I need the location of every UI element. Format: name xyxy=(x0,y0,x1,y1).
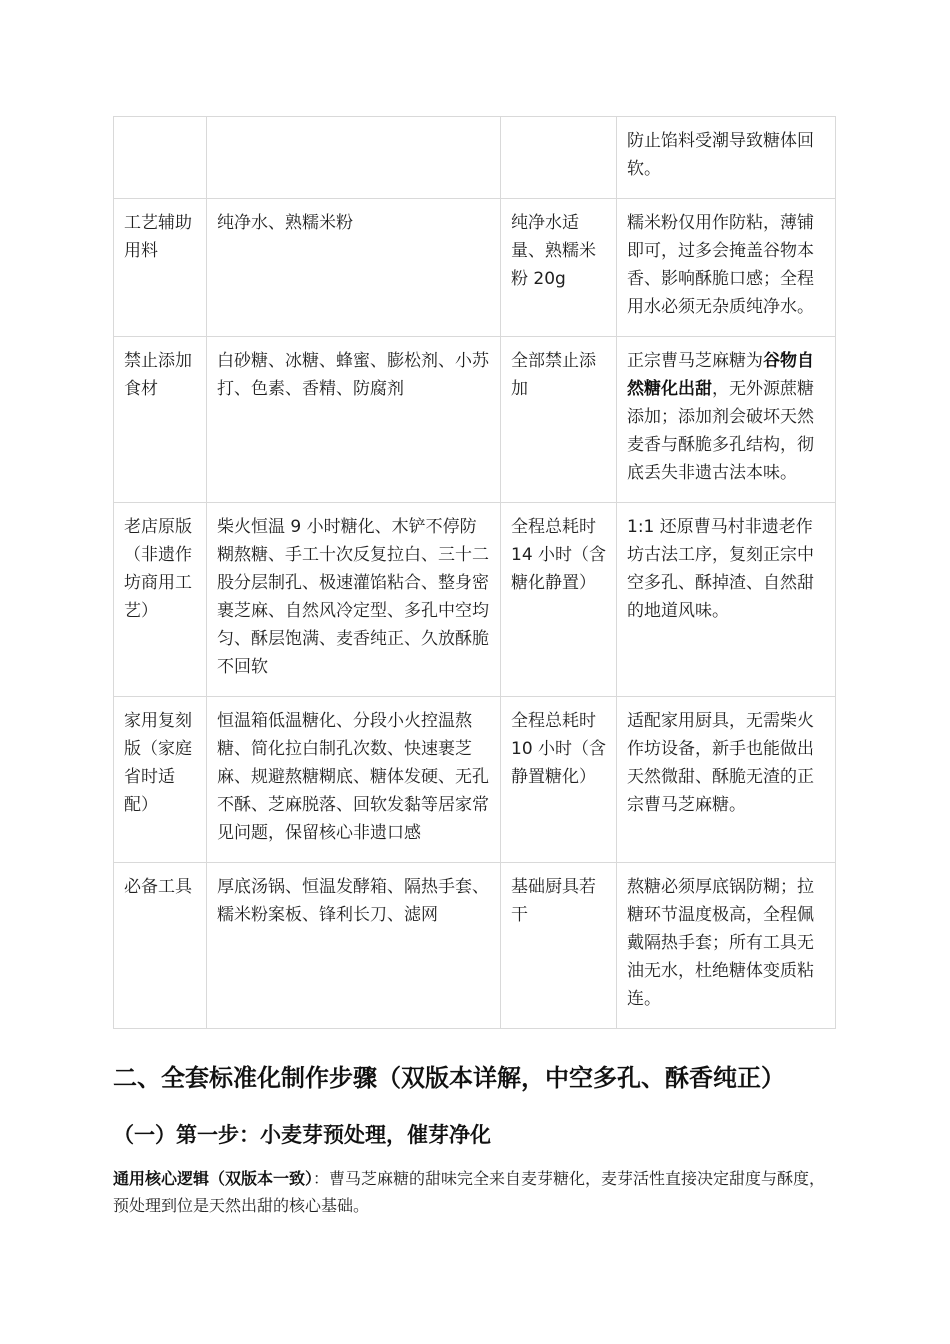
table-cell-detail: 恒温箱低温糖化、分段小火控温熬糖、简化拉白制孔次数、快速裹芝麻、规避熬糖糊底、糖体发硬、无孔不酥、芝麻脱落、回软发黏等居家常见问题，保留核心非遗口感 xyxy=(207,697,501,863)
table-cell-item: 禁止添加食材 xyxy=(114,337,207,503)
table-cell-amount xyxy=(501,117,617,199)
table-cell-item: 家用复刻版（家庭省时适配） xyxy=(114,697,207,863)
note-text: 正宗曹马芝麻糖为 xyxy=(627,351,763,371)
body-paragraph xyxy=(113,1165,835,1219)
table-row xyxy=(114,863,836,1029)
table-cell-item: 工艺辅助用料 xyxy=(114,199,207,337)
section-heading: 二、全套标准化制作步骤（双版本详解，中空多孔、酥香纯正） xyxy=(113,1064,785,1092)
note-emphasis: 谷物自然糖化出甜 xyxy=(627,351,814,399)
sub-heading: （一）第一步：小麦芽预处理，催芽净化 xyxy=(113,1123,491,1147)
table-cell-detail: 白砂糖、冰糖、蜂蜜、膨松剂、小苏打、色素、香精、防腐剂 xyxy=(207,337,501,503)
table-cell-item xyxy=(114,117,207,199)
paragraph-lead: 通用核心逻辑（双版本一致） xyxy=(113,1169,314,1188)
materials-table xyxy=(113,116,836,1029)
table-cell-detail: 厚底汤锅、恒温发酵箱、隔热手套、糯米粉案板、锋利长刀、滤网 xyxy=(207,863,501,1029)
table-cell-detail: 柴火恒温 9 小时糖化、木铲不停防糊熬糖、手工十次反复拉白、三十二股分层制孔、极速灌馅粘合、整身密裹芝麻、自然风冷定型、多孔中空均匀、酥层饱满、麦香纯正、久放酥脆不回软 xyxy=(207,503,501,697)
table-cell-note: 糯米粉仅用作防粘，薄铺即可，过多会掩盖谷物本香、影响酥脆口感；全程用水必须无杂质纯净水。 xyxy=(617,199,836,337)
table-cell-amount: 全部禁止添加 xyxy=(501,337,617,503)
note-text: ，无外源蔗糖添加；添加剂会破坏天然麦香与酥脆多孔结构，彻底丢失非遗古法本味。 xyxy=(627,379,814,483)
table-row xyxy=(114,199,836,337)
table-cell-note xyxy=(617,337,836,503)
table-cell-note: 防止馅料受潮导致糖体回软。 xyxy=(617,117,836,199)
table-row xyxy=(114,503,836,697)
paragraph-body: ：曹马芝麻糖的甜味完全来自麦芽糖化，麦芽活性直接决定甜度与酥度，预处理到位是天然出甜的核心基础。 xyxy=(113,1169,826,1215)
table-row xyxy=(114,117,836,199)
table-cell-item: 老店原版（非遗作坊商用工艺） xyxy=(114,503,207,697)
table-cell-detail xyxy=(207,117,501,199)
table-cell-detail: 纯净水、熟糯米粉 xyxy=(207,199,501,337)
table-cell-amount: 纯净水适量、熟糯米粉 20g xyxy=(501,199,617,337)
table-row xyxy=(114,697,836,863)
table-cell-note: 1:1 还原曹马村非遗老作坊古法工序，复刻正宗中空多孔、酥掉渣、自然甜的地道风味。 xyxy=(617,503,836,697)
table-cell-amount: 基础厨具若干 xyxy=(501,863,617,1029)
table-cell-note: 适配家用厨具，无需柴火作坊设备，新手也能做出天然微甜、酥脆无渣的正宗曹马芝麻糖。 xyxy=(617,697,836,863)
table-row xyxy=(114,337,836,503)
table-cell-amount: 全程总耗时 14 小时（含糖化静置） xyxy=(501,503,617,697)
table-cell-item: 必备工具 xyxy=(114,863,207,1029)
document-page xyxy=(113,116,835,1215)
table-cell-note: 熬糖必须厚底锅防糊；拉糖环节温度极高，全程佩戴隔热手套；所有工具无油无水，杜绝糖体变质粘连。 xyxy=(617,863,836,1029)
table-cell-amount: 全程总耗时 10 小时（含静置糖化） xyxy=(501,697,617,863)
